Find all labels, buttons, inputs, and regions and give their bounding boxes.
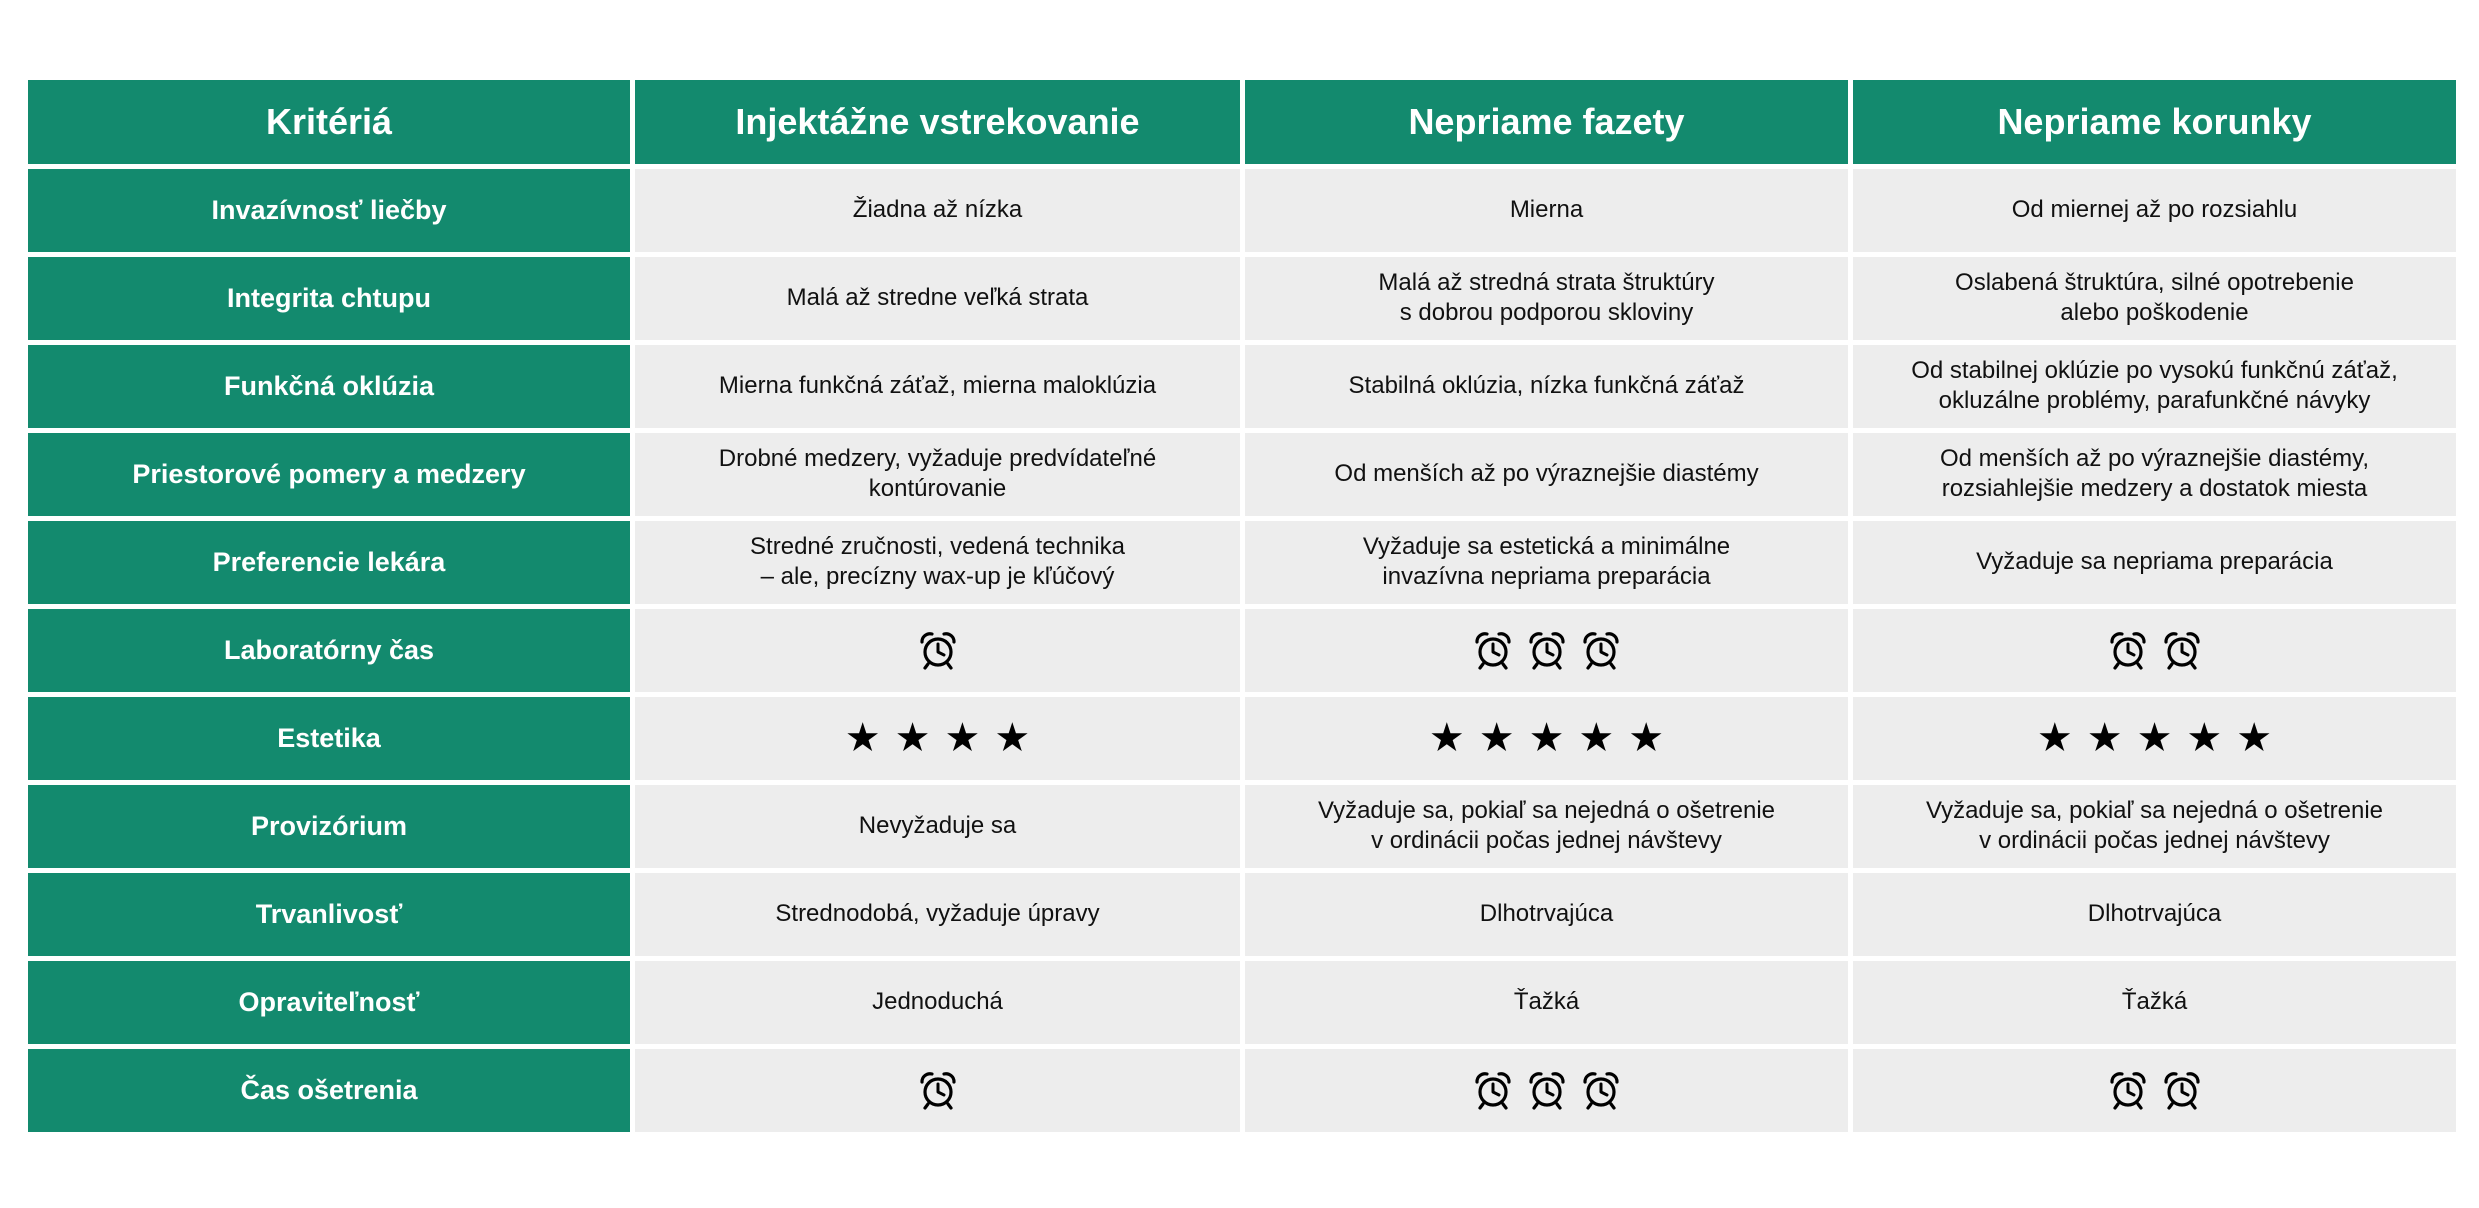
table-cell [635,697,1240,781]
star-icon: ★ [2236,716,2273,761]
table-cell [1245,609,1848,693]
table-cell [635,609,1240,693]
column-header: Nepriame korunky [1853,80,2456,164]
table-cell: Vyžaduje sa nepriama preparácia [1853,521,2456,605]
alarm-clock-icon [1473,630,1513,670]
table-cell: Od miernej až po rozsiahlu [1853,169,2456,253]
table-cell: Žiadna až nízka [635,169,1240,253]
star-icon: ★ [1578,716,1615,761]
table-cell: Vyžaduje sa, pokiaľ sa nejedná o ošetrenie v ordinácii počas jednej návštevy [1853,785,2456,869]
criterion-label: Preferencie lekára [28,521,630,605]
table-cell: Nevyžaduje sa [635,785,1240,869]
star-icon: ★ [2136,716,2173,761]
star-icon: ★ [2186,716,2223,761]
star-rating [2036,716,2273,761]
table-cell: Jednoduchá [635,961,1240,1045]
criterion-label: Estetika [28,697,630,781]
star-icon: ★ [894,716,931,761]
table-cell: Od menších až po výraznejšie diastémy, rozsiahlejšie medzery a dostatok miesta [1853,433,2456,517]
star-icon: ★ [1528,716,1565,761]
star-icon: ★ [844,716,881,761]
table-cell: Oslabená štruktúra, silné opotrebenie alebo poškodenie [1853,257,2456,341]
alarm-clock-icon [1581,1070,1621,1110]
star-icon: ★ [1628,716,1665,761]
criterion-label: Trvanlivosť [28,873,630,957]
alarm-clock-icon [2162,630,2202,670]
criterion-label: Čas ošetrenia [28,1049,630,1133]
star-icon: ★ [2086,716,2123,761]
table-cell: Ťažká [1853,961,2456,1045]
clock-rating [1473,630,1621,670]
criterion-label: Funkčná oklúzia [28,345,630,429]
clock-rating [1473,1070,1621,1110]
criteria-header: Kritériá [28,80,630,164]
alarm-clock-icon [1527,630,1567,670]
table-cell: Stabilná oklúzia, nízka funkčná záťaž [1245,345,1848,429]
alarm-clock-icon [2108,630,2148,670]
table-cell: Vyžaduje sa, pokiaľ sa nejedná o ošetrenie v ordinácii počas jednej návštevy [1245,785,1848,869]
criterion-label: Laboratórny čas [28,609,630,693]
alarm-clock-icon [918,630,958,670]
alarm-clock-icon [2162,1070,2202,1110]
criterion-label: Provizórium [28,785,630,869]
alarm-clock-icon [1527,1070,1567,1110]
star-rating [1428,716,1665,761]
criterion-label: Priestorové pomery a medzery [28,433,630,517]
table-cell: Stredné zručnosti, vedená technika – ale, precízny wax-up je kľúčový [635,521,1240,605]
table-cell: Mierna [1245,169,1848,253]
criterion-label: Integrita chtupu [28,257,630,341]
table-cell [1853,1049,2456,1133]
column-header: Nepriame fazety [1245,80,1848,164]
star-icon: ★ [2036,716,2073,761]
table-cell: Vyžaduje sa estetická a minimálne invazívna nepriama preparácia [1245,521,1848,605]
table-cell: Malá až stredne veľká strata [635,257,1240,341]
star-icon: ★ [944,716,981,761]
column-header: Injektážne vstrekovanie [635,80,1240,164]
table-cell [1245,697,1848,781]
table-cell [635,1049,1240,1133]
alarm-clock-icon [1581,630,1621,670]
clock-rating [2108,630,2202,670]
table-cell: Dlhotrvajúca [1245,873,1848,957]
table-cell: Od stabilnej oklúzie po vysokú funkčnú záťaž, okluzálne problémy, parafunkčné návyky [1853,345,2456,429]
alarm-clock-icon [1473,1070,1513,1110]
comparison-table [28,80,2456,1132]
star-icon: ★ [1428,716,1465,761]
table-cell: Drobné medzery, vyžaduje predvídateľné kontúrovanie [635,433,1240,517]
table-cell: Strednodobá, vyžaduje úpravy [635,873,1240,957]
alarm-clock-icon [2108,1070,2148,1110]
table-cell: Od menších až po výraznejšie diastémy [1245,433,1848,517]
table-cell: Ťažká [1245,961,1848,1045]
table-cell [1853,609,2456,693]
clock-rating [918,1070,958,1110]
table-cell [1853,697,2456,781]
criterion-label: Opraviteľnosť [28,961,630,1045]
star-rating [844,716,1031,761]
alarm-clock-icon [918,1070,958,1110]
criterion-label: Invazívnosť liečby [28,169,630,253]
star-icon: ★ [994,716,1031,761]
clock-rating [918,630,958,670]
table-cell: Dlhotrvajúca [1853,873,2456,957]
table-cell: Mierna funkčná záťaž, mierna maloklúzia [635,345,1240,429]
table-cell: Malá až stredná strata štruktúry s dobrou podporou skloviny [1245,257,1848,341]
star-icon: ★ [1478,716,1515,761]
table-cell [1245,1049,1848,1133]
clock-rating [2108,1070,2202,1110]
